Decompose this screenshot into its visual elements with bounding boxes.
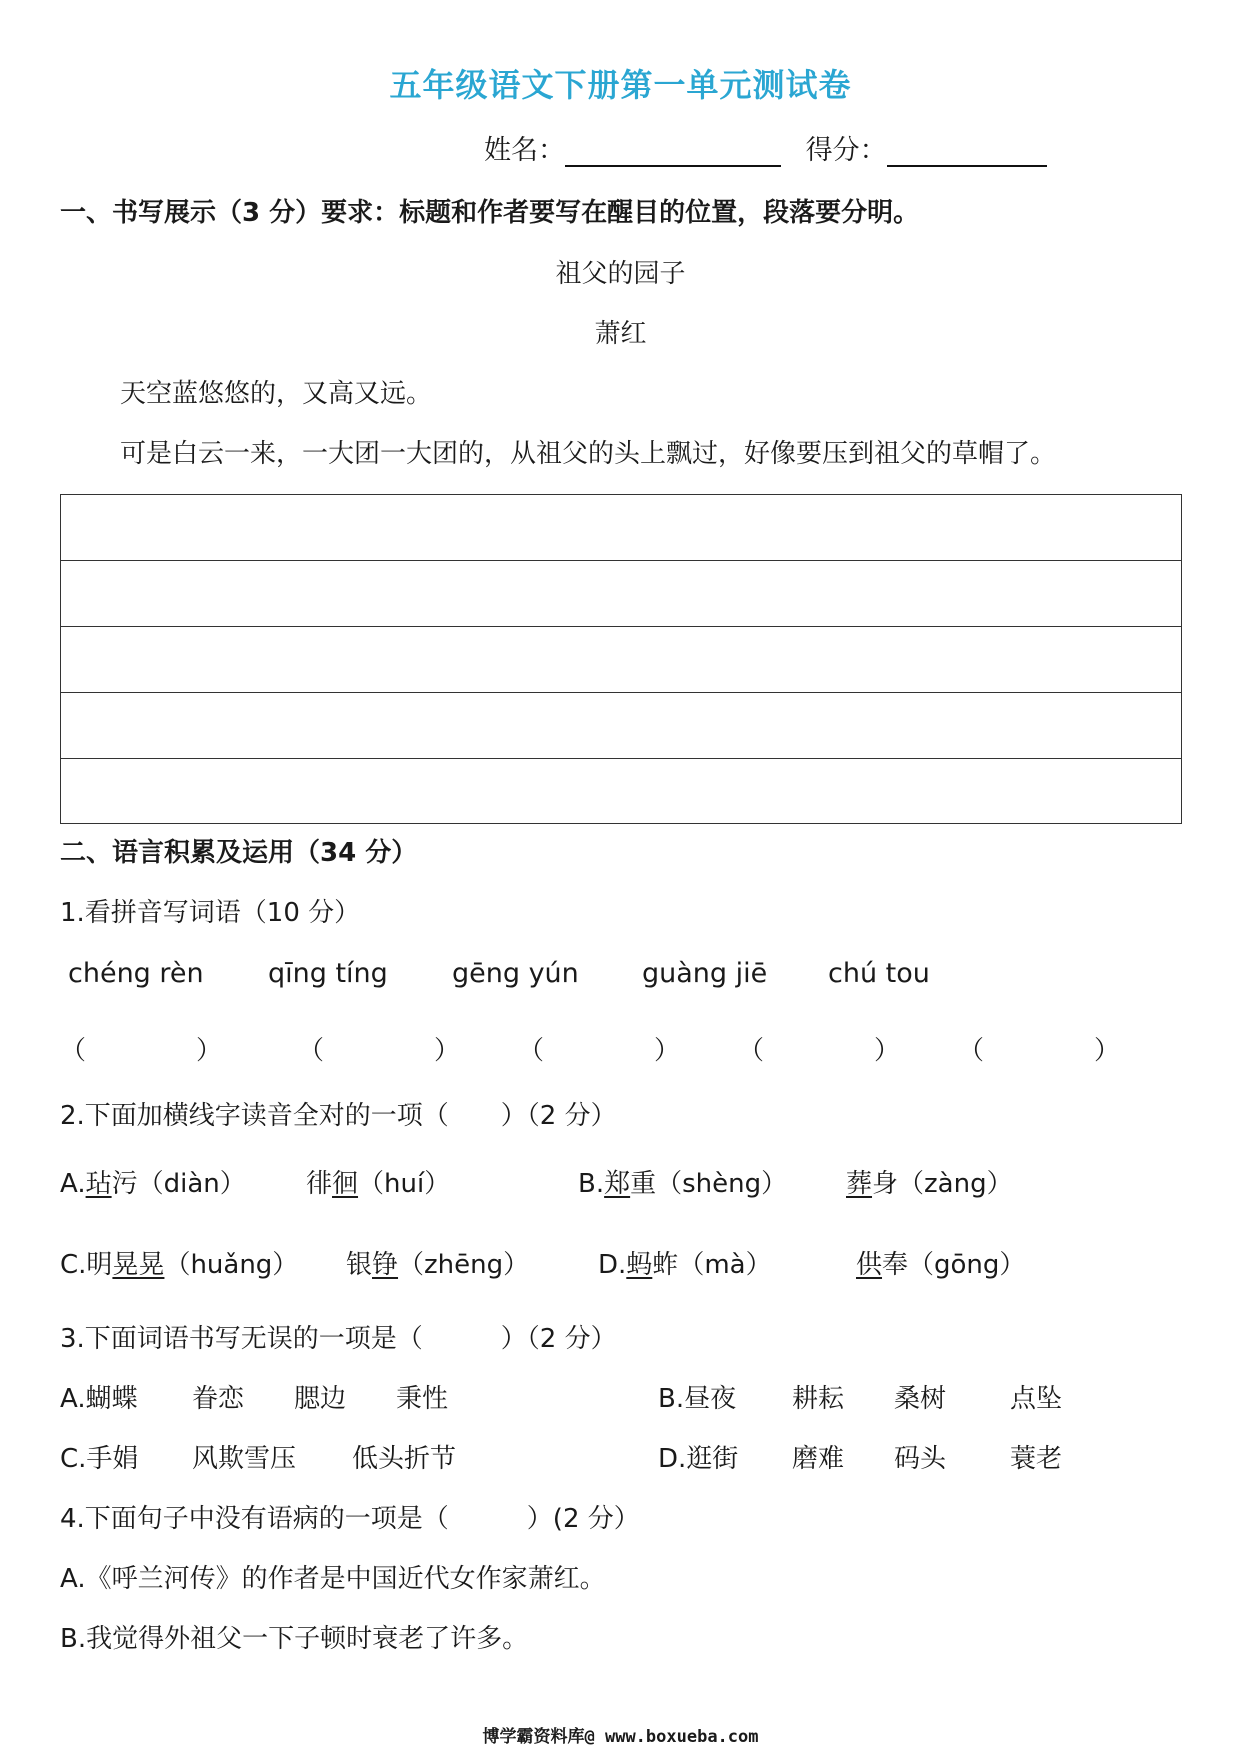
writing-line[interactable] bbox=[61, 693, 1181, 759]
q3-option-c-word: 低头折节 bbox=[352, 1444, 457, 1474]
q3-option-d[interactable]: D.逛街 bbox=[658, 1444, 739, 1474]
q2-option-a-2: 徘徊（huí） bbox=[306, 1169, 451, 1199]
q3-option-d-word: 磨难 bbox=[792, 1444, 845, 1474]
q3-option-b[interactable]: B.昼夜 bbox=[658, 1384, 737, 1414]
q4-text: 4.下面句子中没有语病的一项是（ ）(2 分） bbox=[60, 1504, 640, 1534]
q3-option-c[interactable]: C.手娟 bbox=[60, 1444, 139, 1474]
section1-heading: 一、书写展示（3 分）要求：标题和作者要写在醒目的位置，段落要分明。 bbox=[60, 198, 920, 228]
q3-option-b-word: 点坠 bbox=[1010, 1384, 1063, 1414]
score-label: 得分： bbox=[805, 135, 887, 166]
pinyin-1: chéng rèn bbox=[68, 958, 204, 989]
score-blank[interactable] bbox=[887, 141, 1047, 167]
q3-option-a-word: 腮边 bbox=[294, 1384, 347, 1414]
answer-paren-1[interactable]: （ ） bbox=[60, 1036, 223, 1066]
answer-paren-5[interactable]: （ ） bbox=[958, 1036, 1121, 1066]
q3-option-a-word: 眷恋 bbox=[192, 1384, 245, 1414]
q3-option-a[interactable]: A.蝴蝶 bbox=[60, 1384, 138, 1414]
q2-option-c-2: 银铮（zhēng） bbox=[346, 1250, 530, 1280]
q3-text: 3.下面词语书写无误的一项是（ ）（2 分） bbox=[60, 1324, 617, 1354]
name-blank[interactable] bbox=[565, 141, 781, 167]
poem-title: 祖父的园子 bbox=[555, 259, 686, 289]
poem-line-1: 天空蓝悠悠的，又高又远。 bbox=[120, 379, 433, 409]
answer-paren-4[interactable]: （ ） bbox=[738, 1036, 901, 1066]
q3-option-b-word: 耕耘 bbox=[792, 1384, 845, 1414]
q2-option-a[interactable]: A.玷污（diàn） bbox=[60, 1169, 246, 1199]
writing-line[interactable] bbox=[61, 759, 1181, 825]
q3-option-b-word: 桑树 bbox=[894, 1384, 947, 1414]
pinyin-5: chú tou bbox=[828, 958, 930, 989]
q3-option-d-word: 蓑老 bbox=[1010, 1444, 1063, 1474]
q2-option-d-2: 供奉（gōng） bbox=[856, 1250, 1026, 1280]
q2-option-b-2: 葬身（zàng） bbox=[846, 1169, 1013, 1199]
writing-line[interactable] bbox=[61, 561, 1181, 627]
poem-line-2: 可是白云一来，一大团一大团的，从祖父的头上飘过，好像要压到祖父的草帽了。 bbox=[120, 439, 1057, 469]
page-title: 五年级语文下册第一单元测试卷 bbox=[389, 66, 852, 104]
q2-option-d[interactable]: D.蚂蚱（mà） bbox=[598, 1250, 772, 1280]
writing-line[interactable] bbox=[61, 627, 1181, 693]
q2-option-c[interactable]: C.明晃晃（huǎng） bbox=[60, 1250, 299, 1280]
q3-option-c-word: 风欺雪压 bbox=[192, 1444, 297, 1474]
writing-box[interactable] bbox=[60, 494, 1182, 824]
answer-paren-3[interactable]: （ ） bbox=[518, 1036, 681, 1066]
q3-option-d-word: 码头 bbox=[894, 1444, 947, 1474]
q1-text: 1.看拼音写词语（10 分） bbox=[60, 898, 361, 928]
pinyin-4: guàng jiē bbox=[642, 958, 768, 989]
writing-line[interactable] bbox=[61, 495, 1181, 561]
q2-text: 2.下面加横线字读音全对的一项（ ）（2 分） bbox=[60, 1101, 617, 1131]
section2-heading: 二、语言积累及运用（34 分） bbox=[60, 838, 418, 868]
q3-option-a-word: 秉性 bbox=[396, 1384, 449, 1414]
q4-option-a[interactable]: A.《呼兰河传》的作者是中国近代女作家萧红。 bbox=[60, 1564, 606, 1594]
answer-paren-2[interactable]: （ ） bbox=[298, 1036, 461, 1066]
q2-option-b[interactable]: B.郑重（shèng） bbox=[578, 1169, 788, 1199]
q4-option-b[interactable]: B.我觉得外祖父一下子顿时衰老了许多。 bbox=[60, 1624, 529, 1654]
name-label: 姓名： bbox=[484, 135, 565, 166]
pinyin-2: qīng tíng bbox=[268, 958, 388, 989]
footer-source: 博学霸资料库@ www.boxueba.com bbox=[482, 1727, 759, 1747]
poem-author: 萧红 bbox=[594, 319, 647, 349]
pinyin-3: gēng yún bbox=[452, 958, 579, 989]
name-score-row bbox=[484, 128, 1047, 167]
